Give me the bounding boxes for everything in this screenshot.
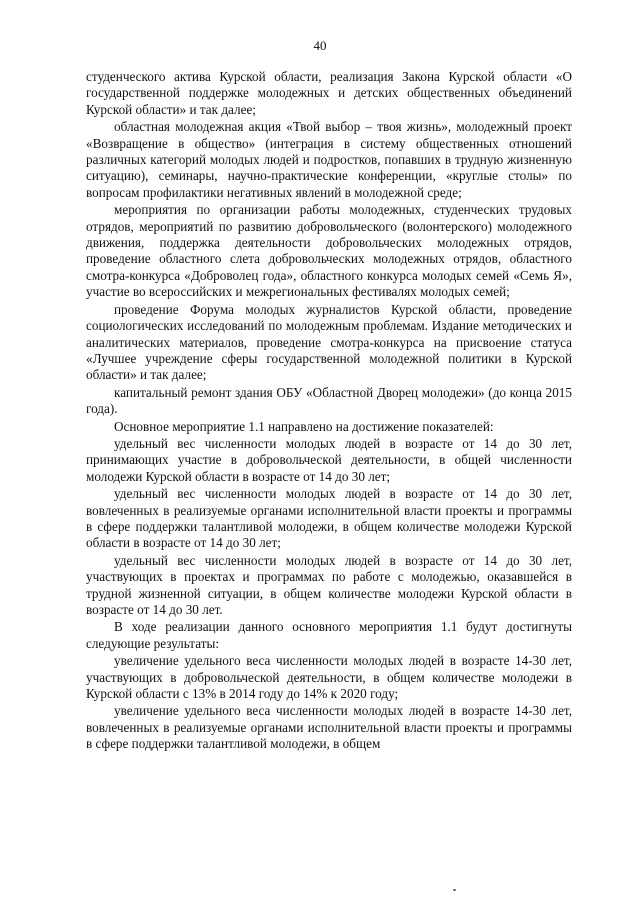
paragraph: удельный вес численности молодых людей в возрасте от 14 до 30 лет, принимающих участие в добровольческой деятельности, в общей численности молодежи Курской области в возрасте от 14 до 30 лет; xyxy=(86,435,572,484)
paragraph: увеличение удельного веса численности молодых людей в возрасте 14-30 лет, вовлеченных в реализуемые органами исполнительной власти проекты и программы в сфере поддержки талантливой молодежи, в общем xyxy=(86,703,572,752)
paragraph: удельный вес численности молодых людей в возрасте от 14 до 30 лет, вовлеченных в реализуемые органами исполнительной власти проекты и программы в сфере поддержки талантливой молодежи, в общем количестве молодежи Курской области в возрасте от 14 до 30 лет; xyxy=(86,486,572,551)
page-number: 40 xyxy=(313,38,327,53)
paragraph: удельный вес численности молодых людей в возрасте от 14 до 30 лет, участвующих в проектах и программах по работе с молодежью, оказавшейся в трудной жизненной ситуации, в общем количестве молодежи Курской области в возрасте от 14 до 30 лет. xyxy=(86,552,572,617)
paragraph: студенческого актива Курской области, реализация Закона Курской области «О государственной поддержке молодежных и детских общественных объединений Курской области» и так далее; xyxy=(86,69,572,117)
paragraph: мероприятия по организации работы молодежных, студенческих трудовых отрядов, мероприятий по развитию добровольческого (волонтерского) молодежного движения, поддержка деятельности добровольческих молодежных отрядов, проведение областного слета добровольческих молодежных отрядов, областного смотра-конкурса «Доброволец года», областного конкурса молодых семей «Семь Я», участие во всероссийских и межрегиональных фестивалях молодых семей; xyxy=(86,202,572,300)
paragraph: проведение Форума молодых журналистов Курской области, проведение социологических исследований по молодежным проблемам. Издание методических и аналитических материалов, проведение смотра-конкурса на присвоение статуса «Лучшее учреждение сферы государственной молодежной политики в Курской области» и так далее; xyxy=(86,301,572,383)
paragraph: областная молодежная акция «Твой выбор – твоя жизнь», молодежный проект «Возвращение в общество» (интеграция в систему общественных отношений различных категорий молодых людей и подростков, попавших в трудную жизненную ситуацию), семинары, научно-практические конференции, «круглые столы» по вопросам профилактики негативных явлений в молодежной среде; xyxy=(86,119,572,200)
scan-artifact xyxy=(453,889,456,891)
paragraph: В ходе реализации данного основного мероприятия 1.1 будут достигнуты следующие результаты: xyxy=(86,619,572,651)
page-body xyxy=(86,69,572,754)
paragraph: Основное мероприятие 1.1 направлено на достижение показателей: xyxy=(114,418,494,434)
paragraph: капитальный ремонт здания ОБУ «Областной Дворец молодежи» (до конца 2015 года). xyxy=(86,384,572,417)
paragraph: увеличение удельного веса численности молодых людей в возрасте 14-30 лет, участвующих в добровольческой деятельности, в общем количестве молодежи в Курской области с 13% в 2014 году до 14% к 2020 году; xyxy=(86,653,572,702)
